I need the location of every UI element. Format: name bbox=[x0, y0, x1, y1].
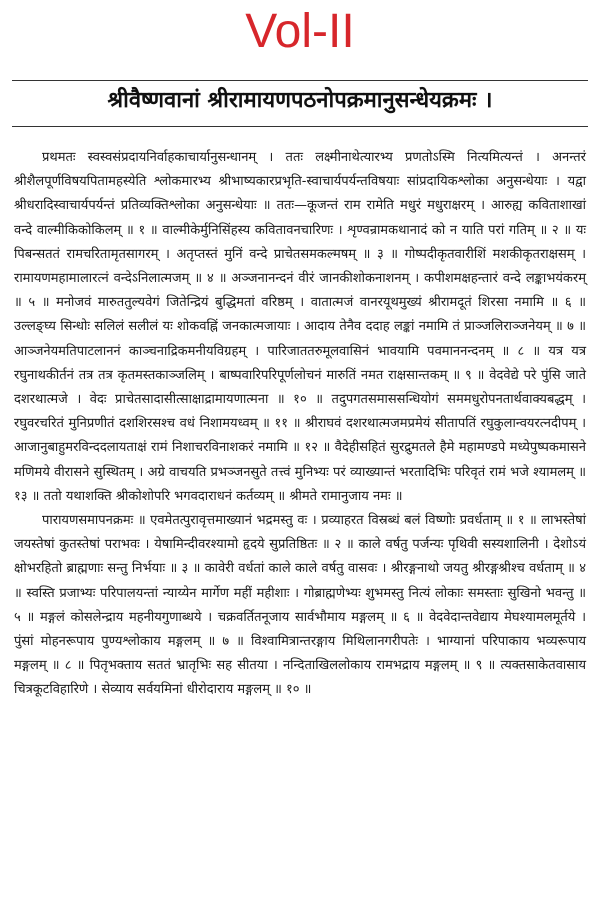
page-title: श्रीवैष्णवानां श्रीरामायणपठनोपक्रमानुसन्धेयक्रमः । bbox=[107, 88, 493, 113]
title-rule-top bbox=[12, 80, 588, 81]
paragraph-conclusion-order: पारायणसमापनक्रमः ॥ एवमेतत्पुरावृत्तमाख्यानं भद्रमस्तु वः । प्रव्याहरत विस्रब्धं बलं विष्णोः प्रवर्धताम् ॥ १ ॥ लाभस्तेषां जयस्तेषां कुतस्तेषां पराभवः । येषामिन्दीवरश्यामो हृदये सुप्रतिष्ठितः ॥ २ ॥ काले वर्षतु पर्जन्यः पृथिवी सस्यशालिनी । देशोऽयं क्षोभरहितो ब्राह्मणाः सन्तु निर्भयाः ॥ ३ ॥ कावेरी वर्धतां काले काले वर्षतु वासवः । श्रीरङ्गनाथो जयतु श्रीरङ्गश्रीश्च वर्धताम् ॥ ४ ॥ स्वस्ति प्रजाभ्यः परिपालयन्तां न्याय्येन मार्गेण महीं महीशाः । गोब्राह्मणेभ्यः शुभमस्तु नित्यं लोकाः समस्ताः सुखिनो भवन्तु ॥ ५ ॥ मङ्गलं कोसलेन्द्राय महनीयगुणाब्धये । चक्रवर्तितनूजाय सार्वभौमाय मङ्गलम् ॥ ६ ॥ वेदवेदान्तवेद्याय मेघश्यामलमूर्तये । पुंसां मोहनरूपाय पुण्यश्लोकाय मङ्गलम् ॥ ७ ॥ विश्वामित्रान्तरङ्गाय मिथिलानगरीपतेः । भाग्यानां परिपाकाय भव्यरूपाय मङ्गलम् ॥ ८ ॥ पितृभक्ताय सततं भ्रातृभिः सह सीतया । नन्दिताखिललोकाय रामभद्राय मङ्गलम् ॥ ९ ॥ त्यक्तसाकेतवासाय चित्रकूटविहारिणे । सेव्याय सर्वयमिनां धीरोदाराय मङ्गलम् ॥ १० ॥ bbox=[14, 513, 586, 698]
title-rule-bottom bbox=[12, 126, 588, 127]
document-body bbox=[14, 146, 586, 703]
volume-label: Vol-II bbox=[245, 5, 355, 58]
paragraph-recitation-order: प्रथमतः स्वस्वसंप्रदायनिर्वाहकाचार्यानुसन्धानम् । ततः लक्ष्मीनाथेत्यारभ्य प्रणतोऽस्मि नित्यमित्यन्तं । अनन्तरं श्रीशैलपूर्णविषयपितामहस्येति श्लोकमारभ्य श्रीभाष्यकारप्रभृति-स्वाचार्यपर्यन्तविषयाः सांप्रदायिकश्लोका अनुसन्धेयाः । यद्वा श्रीधरादिस्वाचार्यपर्यन्तं प्रतिव्यक्तिश्लोका अनुसन्धेयाः ॥ ततः—कूजन्तं राम रामेति मधुरं मधुराक्षरम् । आरुह्य कविताशाखां वन्दे वाल्मीकिकोकिलम् ॥ १ ॥ वाल्मीकेर्मुनिसिंहस्य कवितावनचारिणः । शृण्वन्रामकथानादं को न याति परां गतिम् ॥ २ ॥ यः पिबन्सततं रामचरितामृतसागरम् । अतृप्तस्तं मुनिं वन्दे प्राचेतसमकल्मषम् ॥ ३ ॥ गोष्पदीकृतवारीशिं मशकीकृतराक्षसम् । रामायणमहामालारत्नं वन्देऽनिलात्मजम् ॥ ४ ॥ अञ्जनानन्दनं वीरं जानकीशोकनाशनम् । कपीशमक्षहन्तारं वन्दे लङ्काभयंकरम् ॥ ५ ॥ मनोजवं मारुततुल्यवेगं जितेन्द्रियं बुद्धिमतां वरिष्ठम् । वातात्मजं वानरयूथमुख्यं श्रीरामदूतं शिरसा नमामि ॥ ६ ॥ उल्लङ्घ्य सिन्धोः सलिलं सलीलं यः शोकवह्निं जनकात्मजायाः । आदाय तेनैव ददाह लङ्कां नमामि तं प्राञ्जलिराञ्जनेयम् ॥ ७ ॥ आञ्जनेयमतिपाटलाननं काञ्चनाद्रिकमनीयविग्रहम् । पारिजाततरुमूलवासिनं भावयामि पवमाननन्दनम् ॥ ८ ॥ यत्र यत्र रघुनाथकीर्तनं तत्र तत्र कृतमस्तकाञ्जलिम् । बाष्पवारिपरिपूर्णलोचनं मारुतिं नमत राक्षसान्तकम् ॥ ९ ॥ वेदवेद्ये परे पुंसि जाते दशरथात्मजे । वेदः प्राचेतसादासीत्साक्षाद्रामायणात्मना ॥ १० ॥ तदुपगतसमाससन्धियोगं सममधुरोपनतार्थवाक्यबद्धम् । रघुवरचरितं मुनिप्रणीतं दशशिरसश्च वधं निशामयध्वम् ॥ ११ ॥ श्रीराघवं दशरथात्मजमप्रमेयं सीतापतिं रघुकुलान्वयरत्नदीपम् । आजानुबाहुमरविन्ददलायताक्षं रामं निशाचरविनाशकरं नमामि ॥ १२ ॥ वैदेहीसहितं सुरद्रुमतले हैमे महामण्डपे मध्येपुष्पकमासने मणिमये वीरासने सुस्थितम् । अग्रे वाचयति प्रभञ्जनसुते तत्त्वं मुनिभ्यः परं व्याख्यान्तं भरतादिभिः परिवृतं रामं भजे श्यामलम् ॥ १३ ॥ ततो यथाशक्ति श्रीकोशोपरि भगवदाराधनं कर्तव्यम् ॥ श्रीमते रामानुजाय नमः ॥ bbox=[14, 150, 586, 504]
